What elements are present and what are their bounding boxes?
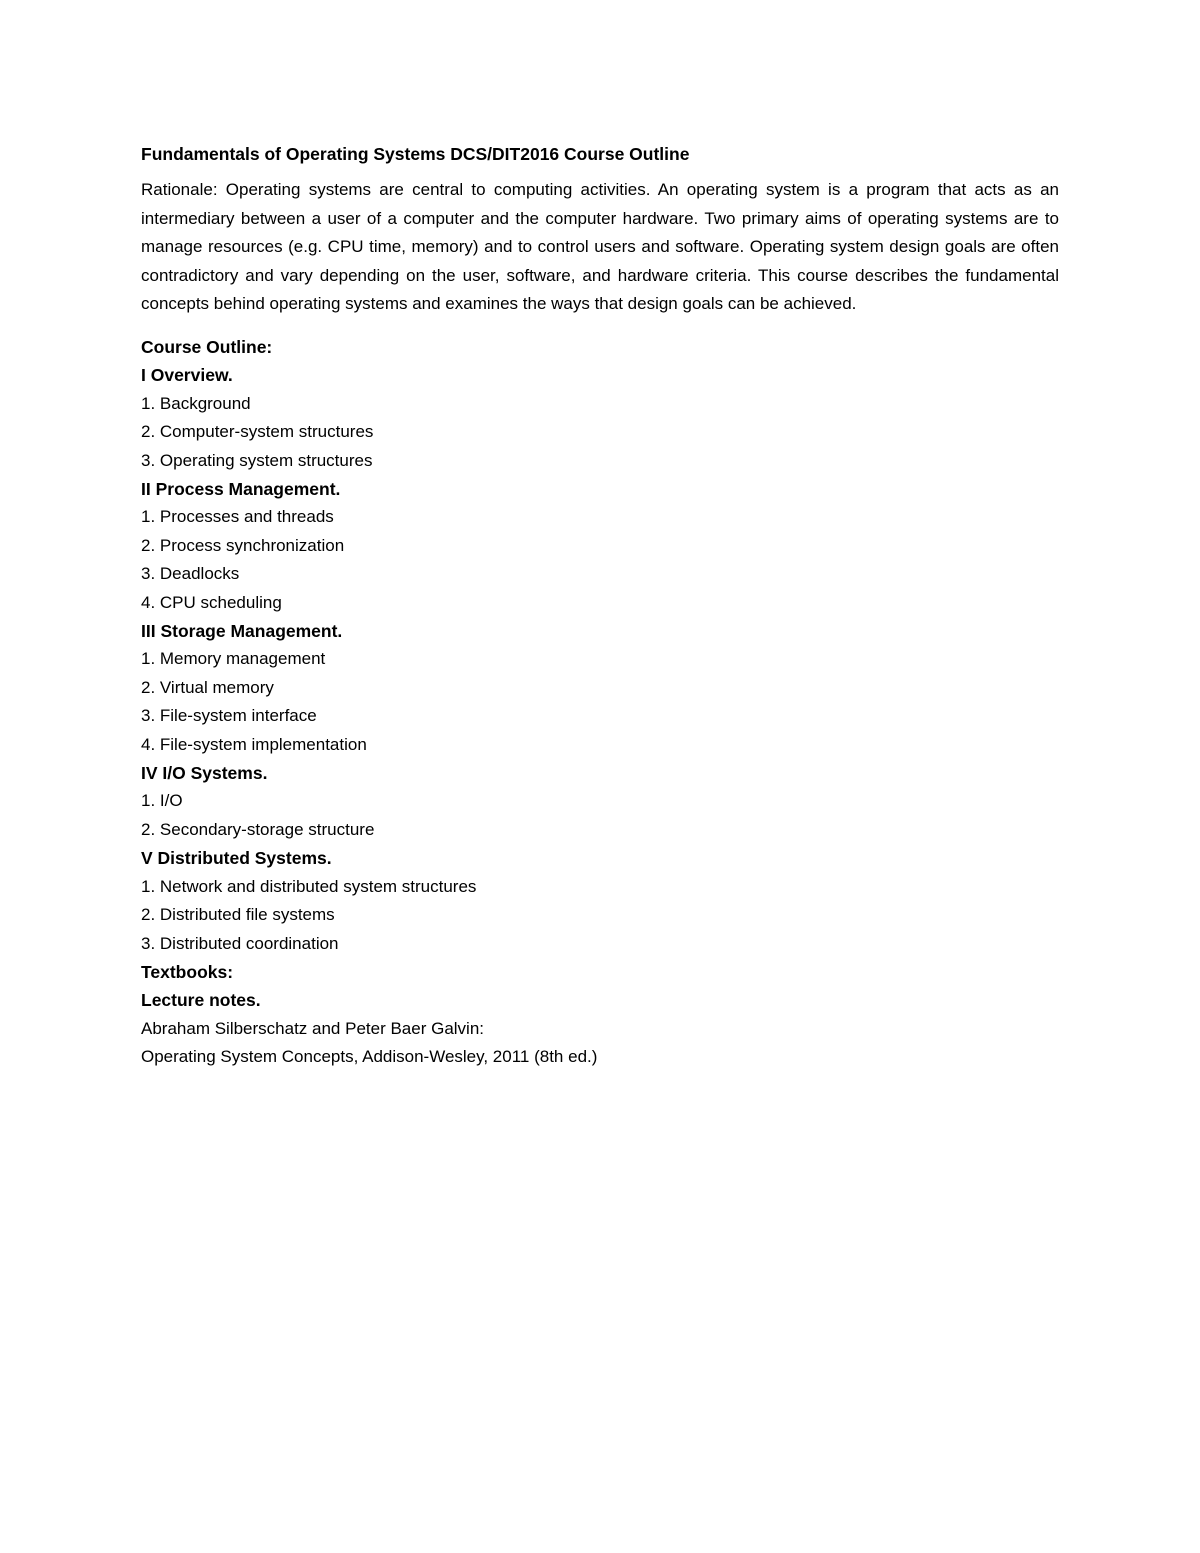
topic-item: 1. Network and distributed system structures xyxy=(141,876,477,896)
topic-item: 3. Deadlocks xyxy=(141,564,240,584)
textbooks-heading: Textbooks: xyxy=(141,961,234,982)
section-topic-list xyxy=(141,787,1059,844)
topic-item: 1. Memory management xyxy=(141,649,326,669)
document-title: Fundamentals of Operating Systems DCS/DIT2016 Course Outline xyxy=(141,144,690,164)
topic-item: 3. File-system interface xyxy=(141,706,317,726)
section-heading: II Process Management. xyxy=(141,479,341,499)
section-topic-list xyxy=(141,873,1059,958)
outline-section-distributed-systems xyxy=(141,844,1059,958)
reference-authors: Abraham Silberschatz and Peter Baer Galvin: xyxy=(141,1018,485,1038)
topic-item: 1. Background xyxy=(141,393,251,413)
topic-item: 2. Computer-system structures xyxy=(141,422,374,442)
topic-item: 1. I/O xyxy=(141,791,183,811)
topic-item: 2. Distributed file systems xyxy=(141,905,335,925)
outline-section-storage-management xyxy=(141,617,1059,759)
document-page xyxy=(141,140,1059,1072)
section-heading: V Distributed Systems. xyxy=(141,848,332,869)
topic-item: 1. Processes and threads xyxy=(141,507,334,527)
topic-item: 2. Secondary-storage structure xyxy=(141,819,375,839)
reference-book: Operating System Concepts, Addison-Wesley, 2011 (8th ed.) xyxy=(141,1047,598,1067)
topic-item: 3. Operating system structures xyxy=(141,450,373,470)
course-outline-heading: Course Outline: xyxy=(141,336,273,357)
topic-item: 2. Virtual memory xyxy=(141,677,274,697)
topic-item: 4. File-system implementation xyxy=(141,734,367,754)
lecture-notes-heading: Lecture notes. xyxy=(141,990,261,1011)
outline-section-io-systems xyxy=(141,759,1059,844)
section-heading: III Storage Management. xyxy=(141,621,343,642)
outline-section-process-management xyxy=(141,475,1059,617)
rationale-paragraph: Rationale: Operating systems are central to computing activities. An operating system is a program that acts as an intermediary between a user of a computer and the computer hardware. Two primary aims of operating systems are to manage resources (e.g. CPU time, memory) and to control users and software. Operating system design goals are often contradictory and vary depending on the user, software, and hardware criteria. This course describes the fundamental concepts behind operating systems and examines the ways that design goals can be achieved. xyxy=(141,180,1059,314)
outline-section-overview xyxy=(141,361,1059,475)
topic-item: 4. CPU scheduling xyxy=(141,592,282,612)
topic-item: 2. Process synchronization xyxy=(141,535,345,555)
section-topic-list xyxy=(141,645,1059,759)
section-topic-list xyxy=(141,503,1059,617)
topic-item: 3. Distributed coordination xyxy=(141,933,339,953)
section-heading: I Overview. xyxy=(141,365,233,386)
section-topic-list xyxy=(141,390,1059,475)
section-heading: IV I/O Systems. xyxy=(141,763,268,784)
